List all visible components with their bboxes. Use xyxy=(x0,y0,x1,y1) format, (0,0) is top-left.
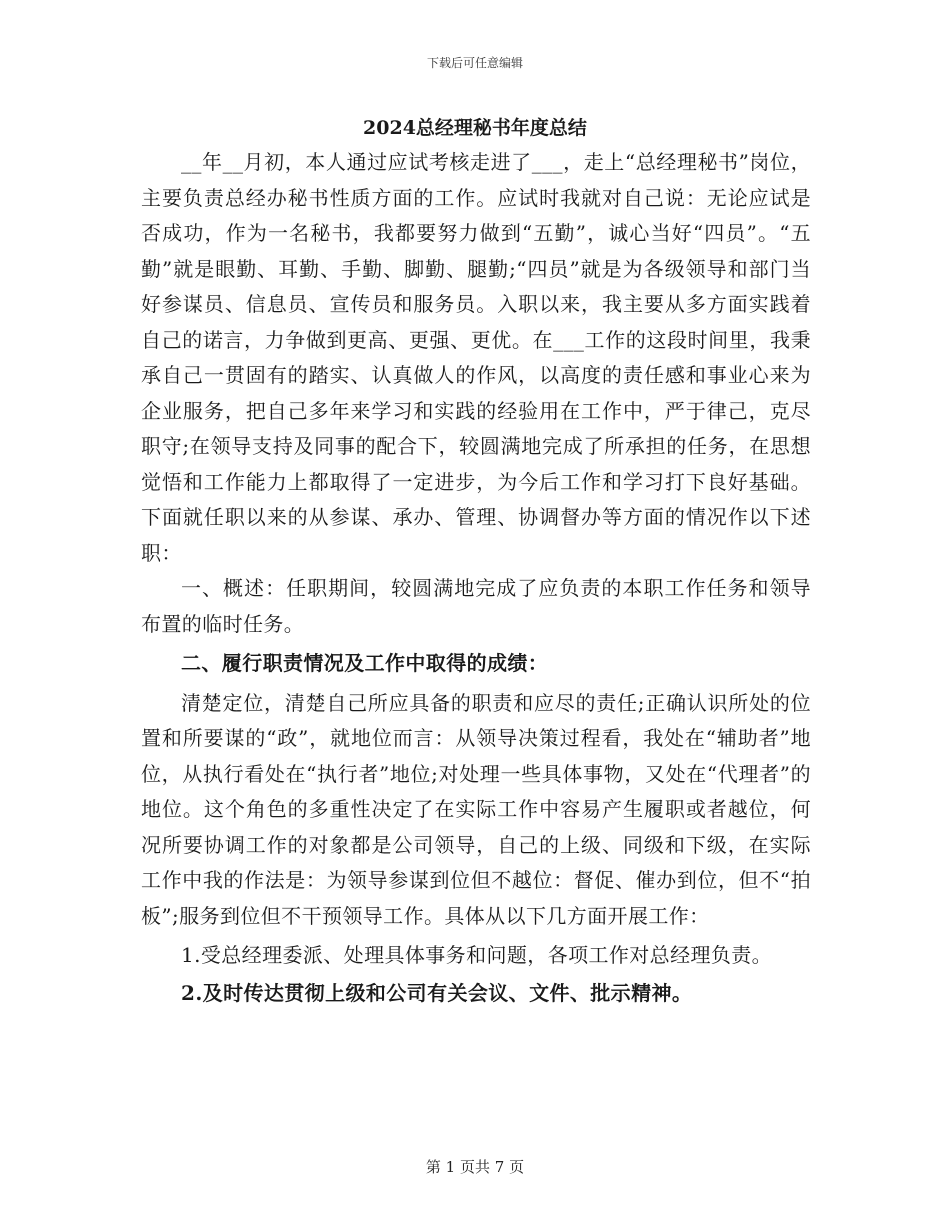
document-body xyxy=(141,145,811,1011)
intro-paragraph: __年__月初，本人通过应试考核走进了___，走上“总经理秘书”岗位，主要负责总经办秘书性质方面的工作。应试时我就对自己说：无论应试是否成功，作为一名秘书，我都要努力做到“五勤”，诚心当好“四员”。“五勤”就是眼勤、耳勤、手勤、脚勤、腿勤;“四员”就是为各级领导和部门当好参谋员、信息员、宣传员和服务员。入职以来，我主要从多方面实践着自己的诺言，力争做到更高、更强、更优。在___工作的这段时间里，我秉承自己一贯固有的踏实、认真做人的作风，以高度的责任感和事业心来为企业服务，把自己多年来学习和实践的经验用在工作中，严于律己，克尽职守;在领导支持及同事的配合下，较圆满地完成了所承担的任务，在思想觉悟和工作能力上都取得了一定进步，为今后工作和学习打下良好基础。下面就任职以来的从参谋、承办、管理、协调督办等方面的情况作以下述职： xyxy=(141,150,811,565)
list-item-1: 1.受总经理委派、处理具体事务和问题，各项工作对总经理负责。 xyxy=(181,943,773,967)
page-number: 第 1 页共 7 页 xyxy=(425,1158,525,1176)
document-title: 2024总经理秘书年度总结 xyxy=(363,117,587,139)
section-heading: 二、履行职责情况及工作中取得的成绩： xyxy=(181,651,549,675)
overview-paragraph: 一、概述：任职期间，较圆满地完成了应负责的本职工作任务和领导布置的临时任务。 xyxy=(141,576,811,636)
list-item-2: 2.及时传达贯彻上级和公司有关会议、文件、批示精神。 xyxy=(181,980,693,1005)
page-header-note: 下载后可任意编辑 xyxy=(426,56,523,70)
positioning-paragraph: 清楚定位，清楚自己所应具备的职责和应尽的责任;正确认识所处的位置和所要谋的“政”，就地位而言：从领导决策过程看，我处在“辅助者”地位，从执行看处在“执行者”地位;对处理一些具体事物，又处在“代理者”的地位。这个角色的多重性决定了在实际工作中容易产生履职或者越位，何况所要协调工作的对象都是公司领导，自己的上级、同级和下级，在实际工作中我的作法是：为领导参谋到位但不越位：督促、催办到位，但不“拍板”;服务到位但不干预领导工作。具体从以下几方面开展工作： xyxy=(141,690,811,928)
